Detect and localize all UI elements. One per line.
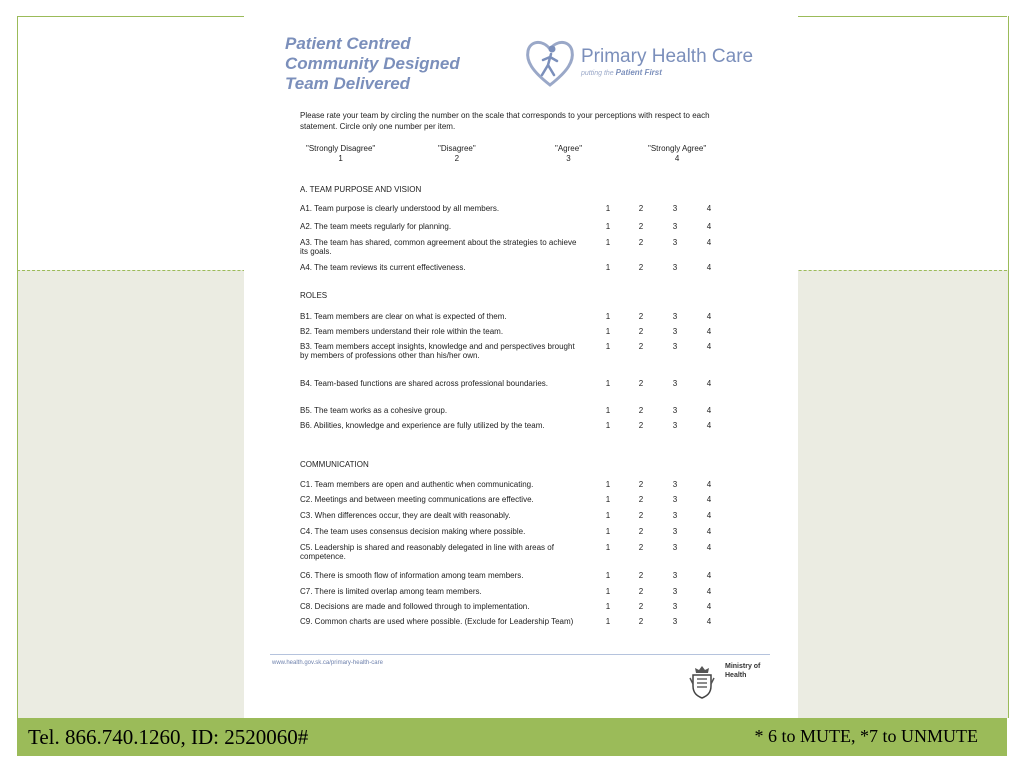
rating-option[interactable]: 3 <box>672 204 678 213</box>
rating-option[interactable]: 1 <box>605 571 611 580</box>
rating-option[interactable]: 4 <box>706 263 712 272</box>
rating-option[interactable]: 3 <box>672 263 678 272</box>
rating-option[interactable]: 1 <box>605 587 611 596</box>
survey-item: B4. Team-based functions are shared across professional boundaries. <box>300 379 548 388</box>
survey-item: B3. Team members accept insights, knowledge and and perspectives brought by members of professions other than his/her own. <box>300 342 575 360</box>
rating-option[interactable]: 1 <box>605 204 611 213</box>
rating-option[interactable]: 4 <box>706 379 712 388</box>
rating-option[interactable]: 2 <box>638 571 644 580</box>
rating-option[interactable]: 1 <box>605 327 611 336</box>
rating-option[interactable]: 2 <box>638 602 644 611</box>
scale-number: 1 <box>338 154 343 163</box>
scale-text: "Disagree" <box>438 144 476 153</box>
rating-option[interactable]: 3 <box>672 312 678 321</box>
rating-option[interactable]: 2 <box>638 222 644 231</box>
survey-item: C9. Common charts are used where possible. (Exclude for Leadership Team) <box>300 617 574 626</box>
heart-person-icon <box>524 35 576 89</box>
survey-item: C3. When differences occur, they are dealt with reasonably. <box>300 511 511 520</box>
rating-option[interactable]: 1 <box>605 342 611 351</box>
survey-item: C7. There is limited overlap among team members. <box>300 587 482 596</box>
scale-label <box>438 144 476 164</box>
survey-item: C8. Decisions are made and followed through to implementation. <box>300 602 530 611</box>
logo-subtitle <box>581 68 662 77</box>
document-url: www.health.gov.sk.ca/primary-health-care <box>272 660 383 666</box>
rating-option[interactable]: 4 <box>706 511 712 520</box>
survey-item: A4. The team reviews its current effectiveness. <box>300 263 466 272</box>
rating-option[interactable]: 3 <box>672 527 678 536</box>
scale-label <box>555 144 582 164</box>
rating-option[interactable]: 4 <box>706 617 712 626</box>
instructions: Please rate your team by circling the number on the scale that corresponds to your perceptions with respect to each statement. Circle only one number per item. <box>300 111 710 131</box>
rating-option[interactable]: 3 <box>672 480 678 489</box>
rating-option[interactable]: 3 <box>672 327 678 336</box>
rating-option[interactable]: 2 <box>638 342 644 351</box>
section-heading: ROLES <box>300 291 328 300</box>
rating-option[interactable]: 1 <box>605 480 611 489</box>
rating-option[interactable]: 4 <box>706 342 712 351</box>
scale-number: 4 <box>674 154 680 163</box>
rating-option[interactable]: 4 <box>706 602 712 611</box>
rating-option[interactable]: 2 <box>638 379 644 388</box>
phone-info: Tel. 866.740.1260, ID: 2520060# <box>28 725 309 749</box>
survey-item: C1. Team members are open and authentic when communicating. <box>300 480 534 489</box>
rating-option[interactable]: 4 <box>706 238 712 247</box>
logo-title: Primary Health Care <box>581 46 754 67</box>
rating-option[interactable]: 3 <box>672 342 678 351</box>
rating-option[interactable]: 3 <box>672 421 678 430</box>
rating-option[interactable]: 2 <box>638 406 644 415</box>
scale-label <box>306 144 375 164</box>
survey-item: A3. The team has shared, common agreement about the strategies to achieve its goals. <box>300 238 577 256</box>
rating-option[interactable]: 2 <box>638 480 644 489</box>
rating-option[interactable]: 2 <box>638 263 644 272</box>
rating-option[interactable]: 1 <box>605 495 611 504</box>
survey-item: A1. Team purpose is clearly understood by all members. <box>300 204 500 213</box>
section-heading: A. TEAM PURPOSE AND VISION <box>300 185 422 194</box>
rating-option[interactable]: 3 <box>672 571 678 580</box>
rating-option[interactable]: 1 <box>605 222 611 231</box>
rating-option[interactable]: 2 <box>638 204 644 213</box>
rating-option[interactable]: 4 <box>706 527 712 536</box>
rating-option[interactable]: 4 <box>706 495 712 504</box>
rating-option[interactable]: 2 <box>638 421 644 430</box>
scale-number: 3 <box>566 154 571 163</box>
scale-label <box>648 144 706 164</box>
rating-option[interactable]: 1 <box>605 617 611 626</box>
rating-option[interactable]: 3 <box>672 587 678 596</box>
rating-option[interactable]: 2 <box>638 543 644 552</box>
rating-option[interactable]: 3 <box>672 617 678 626</box>
survey-item: A2. The team meets regularly for planning. <box>300 222 452 231</box>
crest-icon <box>689 664 715 700</box>
rating-option[interactable]: 2 <box>638 527 644 536</box>
rating-option[interactable]: 1 <box>605 238 611 247</box>
rating-option[interactable]: 2 <box>638 495 644 504</box>
survey-item: B2. Team members understand their role within the team. <box>300 327 504 336</box>
rating-option[interactable]: 4 <box>706 406 712 415</box>
mute-instructions: * 6 to MUTE, *7 to UNMUTE <box>754 726 978 746</box>
rating-option[interactable]: 1 <box>605 379 611 388</box>
rating-option[interactable]: 2 <box>638 617 644 626</box>
rating-option[interactable]: 3 <box>672 379 678 388</box>
rating-option[interactable]: 2 <box>638 312 644 321</box>
scale-text: "Strongly Disagree" <box>306 144 376 153</box>
ministry-label <box>725 662 760 680</box>
rating-option[interactable]: 1 <box>605 312 611 321</box>
scale-text: "Agree" <box>555 144 583 153</box>
rating-option[interactable]: 1 <box>605 602 611 611</box>
logo-subtitle-bold: Patient First <box>615 68 662 77</box>
rating-option[interactable]: 4 <box>706 421 712 430</box>
survey-item: C5. Leadership is shared and reasonably delegated in line with areas of competence. <box>300 543 554 561</box>
survey-item: B5. The team works as a cohesive group. <box>300 406 448 415</box>
rating-option[interactable]: 3 <box>672 238 678 247</box>
rating-option[interactable]: 2 <box>638 511 644 520</box>
rating-option[interactable]: 3 <box>672 543 678 552</box>
rating-option[interactable]: 1 <box>605 543 611 552</box>
rating-option[interactable]: 3 <box>672 406 678 415</box>
rating-option[interactable]: 4 <box>706 204 712 213</box>
survey-item: C4. The team uses consensus decision making where possible. <box>300 527 526 536</box>
ministry-line: Ministry of <box>725 663 761 670</box>
rating-option[interactable]: 4 <box>706 480 712 489</box>
rating-option[interactable]: 1 <box>605 263 611 272</box>
rating-option[interactable]: 1 <box>605 511 611 520</box>
tagline-line: Patient Centred <box>285 34 411 53</box>
rating-option[interactable]: 4 <box>706 587 712 596</box>
survey-item: B1. Team members are clear on what is expected of them. <box>300 312 507 321</box>
rating-option[interactable]: 4 <box>706 312 712 321</box>
document-footer-rule <box>270 654 770 655</box>
rating-option[interactable]: 3 <box>672 222 678 231</box>
rating-option[interactable]: 3 <box>672 511 678 520</box>
rating-option[interactable]: 1 <box>605 406 611 415</box>
survey-item: B6. Abilities, knowledge and experience are fully utilized by the team. <box>300 421 545 430</box>
scale-text: "Strongly Agree" <box>648 144 707 153</box>
rating-option[interactable]: 4 <box>706 222 712 231</box>
rating-option[interactable]: 4 <box>706 543 712 552</box>
rating-option[interactable]: 2 <box>638 238 644 247</box>
scale-number: 2 <box>454 154 460 163</box>
rating-option[interactable]: 2 <box>638 587 644 596</box>
ministry-line: Health <box>725 672 747 679</box>
logo-subtitle-prefix: putting the <box>581 70 614 77</box>
survey-item: C2. Meetings and between meeting communications are effective. <box>300 495 534 504</box>
section-heading: COMMUNICATION <box>300 460 369 469</box>
rating-option[interactable]: 1 <box>605 527 611 536</box>
rating-option[interactable]: 1 <box>605 421 611 430</box>
rating-option[interactable]: 2 <box>638 327 644 336</box>
rating-option[interactable]: 3 <box>672 602 678 611</box>
survey-document <box>244 16 798 718</box>
rating-option[interactable]: 4 <box>706 571 712 580</box>
rating-option[interactable]: 3 <box>672 495 678 504</box>
tagline <box>285 34 460 94</box>
survey-item: C6. There is smooth flow of information among team members. <box>300 571 524 580</box>
rating-option[interactable]: 4 <box>706 327 712 336</box>
tagline-line: Community Designed <box>285 54 460 73</box>
tagline-line: Team Delivered <box>285 74 411 93</box>
